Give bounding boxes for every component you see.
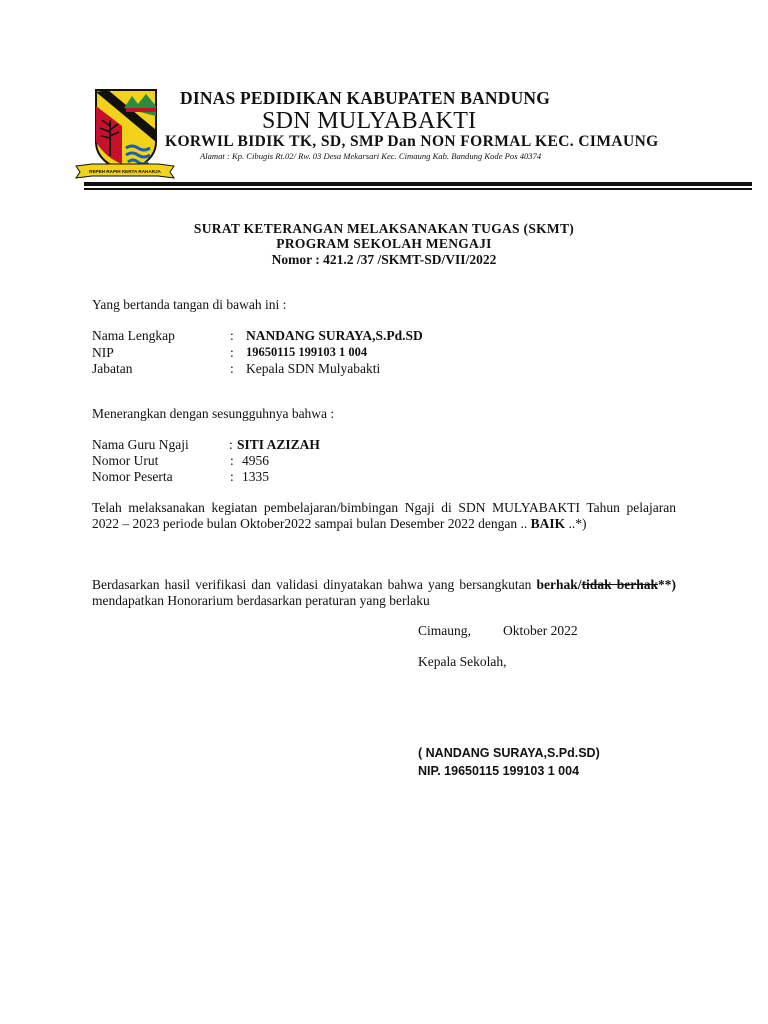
svg-text:REPEH RAPIH KERTA RAHARJA: REPEH RAPIH KERTA RAHARJA: [89, 169, 161, 174]
letterhead-region: KORWIL BIDIK TK, SD, SMP Dan NON FORMAL KEC. CIMAUNG: [165, 133, 659, 150]
teacher-name-value: SITI AZIZAH: [237, 437, 320, 452]
signer-nip-label: NIP: [92, 345, 114, 360]
teacher-peserta-label: Nomor Peserta: [92, 469, 173, 484]
intro-text: Yang bertanda tangan di bawah ini :: [92, 297, 287, 312]
letterhead-agency: DINAS PEDIDIKAN KABUPATEN BANDUNG: [180, 88, 551, 108]
paragraph-verification: [92, 577, 676, 609]
paragraph-activity-tail: ..*): [565, 516, 587, 531]
signer-nip-value: 19650115 199103 1 004: [246, 345, 368, 359]
letterhead-rule-thick: [84, 182, 752, 186]
signer-name-value: NANDANG SURAYA,S.Pd.SD: [246, 328, 423, 343]
signer-name-label: Nama Lengkap: [92, 328, 175, 343]
signature-nip: NIP. 19650115 199103 1 004: [418, 764, 580, 778]
teacher-urut-value: 4956: [242, 453, 269, 468]
paragraph-activity-text: Telah melaksanakan kegiatan pembelajaran/bimbingan Ngaji di SDN MULYABAKTI Tahun pelajaran 2022 – 2023 periode bulan Oktober2022 sampai bulan Desember 2022 dengan ..: [92, 500, 676, 531]
entitled-text: berhak/: [536, 577, 582, 592]
colon: :: [230, 361, 234, 376]
paragraph-activity: [92, 500, 676, 532]
colon: :: [230, 328, 234, 343]
document-program: PROGRAM SEKOLAH MENGAJI: [276, 236, 492, 251]
statement-text: Menerangkan dengan sesungguhnya bahwa :: [92, 406, 335, 421]
teacher-peserta-value: 1335: [242, 469, 269, 484]
paragraph-verification-tail: mendapatkan Honorarium berdasarkan peraturan yang berlaku: [92, 593, 430, 608]
teacher-name-label: Nama Guru Ngaji: [92, 437, 189, 452]
closing-role: Kepala Sekolah,: [418, 654, 507, 669]
letterhead-school-name: SDN MULYABAKTI: [262, 108, 477, 134]
signature-name: ( NANDANG SURAYA,S.Pd.SD): [418, 746, 600, 760]
closing-place: Cimaung,: [418, 623, 471, 638]
signer-position-label: Jabatan: [92, 361, 133, 376]
footnote-mark: **): [658, 577, 676, 592]
not-entitled-struck: tidak berhak: [581, 577, 658, 592]
letterhead-address: Alamat : Kp. Cibugis Rt.02/ Rw. 03 Desa Mekarsari Kec. Cimaung Kab. Bandung Kode Pos 40374: [200, 151, 542, 161]
closing-date: Oktober 2022: [503, 623, 578, 638]
colon: :: [229, 437, 233, 452]
school-logo-emblem: [72, 86, 178, 180]
document-title: SURAT KETERANGAN MELAKSANAKAN TUGAS (SKMT): [193, 221, 575, 236]
signer-position-value: Kepala SDN Mulyabakti: [246, 361, 381, 376]
teacher-urut-label: Nomor Urut: [92, 453, 159, 468]
colon: :: [230, 345, 234, 360]
grade-value: BAIK: [530, 516, 566, 531]
letterhead-rule-thin: [84, 188, 752, 190]
paragraph-verification-text: Berdasarkan hasil verifikasi dan validasi dinyatakan bahwa yang bersangkutan: [92, 577, 537, 592]
colon: :: [230, 453, 234, 468]
colon: :: [230, 469, 234, 484]
document-number: Nomor : 421.2 /37 /SKMT-SD/VII/2022: [271, 252, 497, 267]
